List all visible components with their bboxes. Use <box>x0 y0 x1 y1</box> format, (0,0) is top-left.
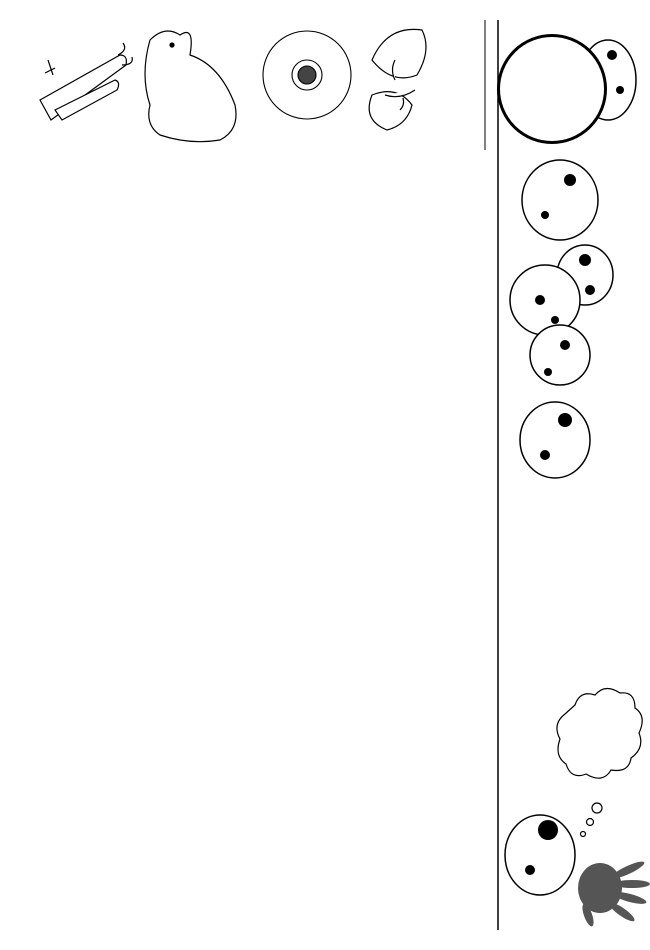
rabbit-icon <box>145 31 236 142</box>
thought-bubble <box>557 688 642 836</box>
letter-badge <box>497 34 607 144</box>
flower-icon <box>263 31 351 119</box>
carrot-icon <box>40 43 132 120</box>
butterfly-icon <box>369 29 426 130</box>
handprint-icon <box>578 859 650 928</box>
